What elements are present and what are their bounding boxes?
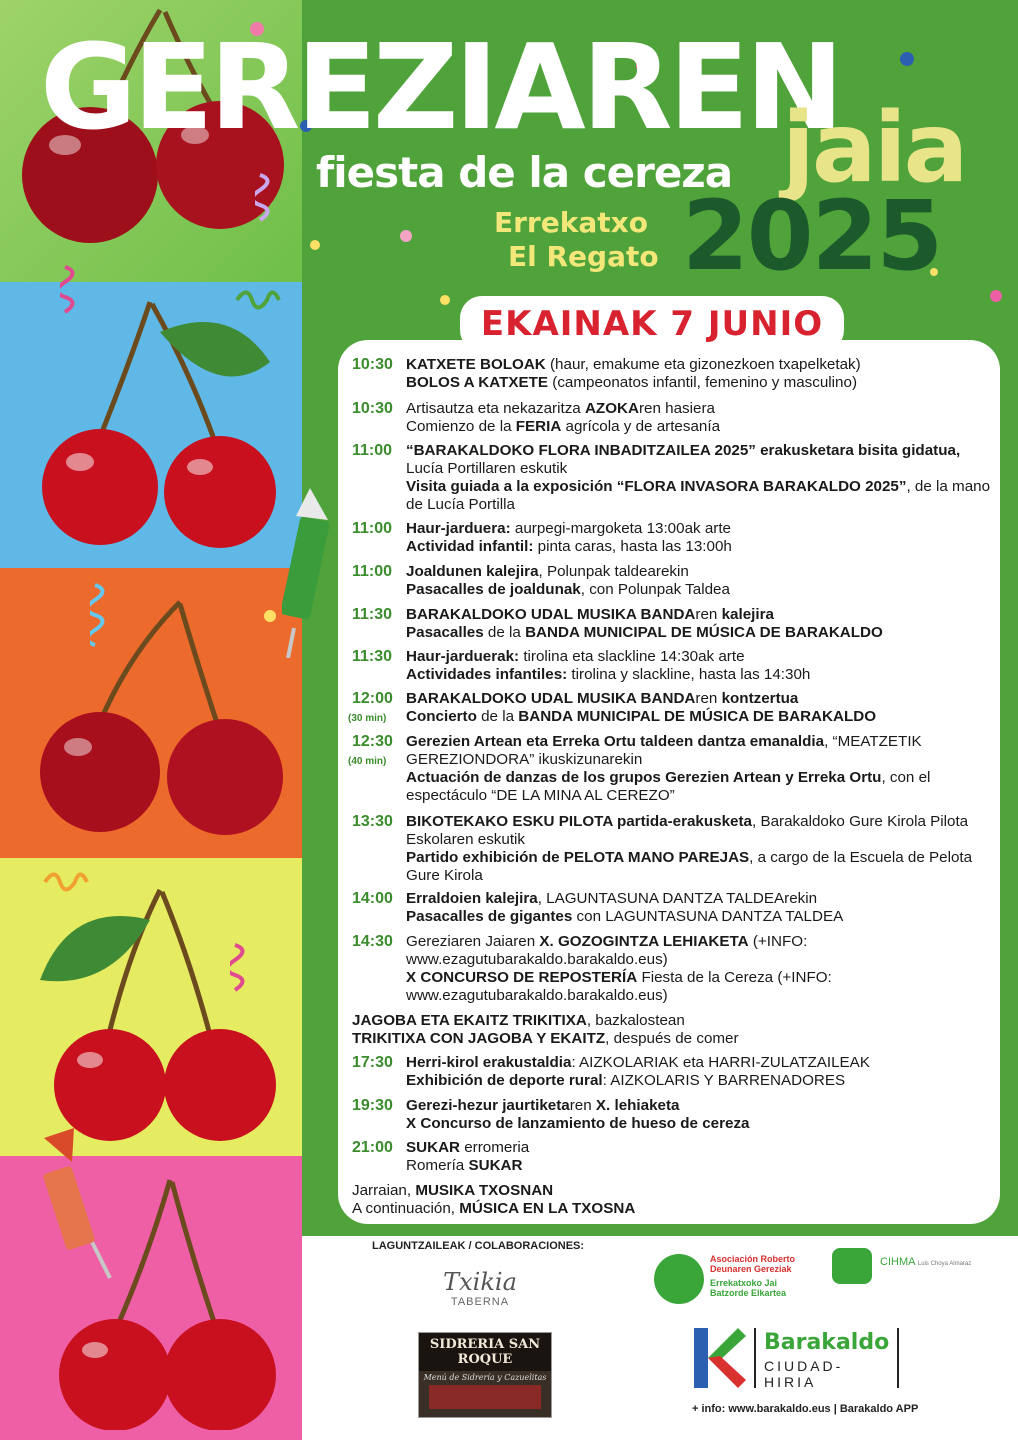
event-title: GEREZIAREN: [40, 18, 840, 156]
event-time: 12:30: [352, 733, 393, 750]
event-time: 12:00: [352, 690, 393, 707]
event-text: [406, 563, 992, 599]
event-text-spanish: Actuación de danzas de los grupos Gerezien Artean y Erreka Ortu, con el espectáculo “DE LA MINA AL CEREZO”: [406, 769, 931, 804]
confetti-dot: [264, 610, 276, 622]
event-text-spanish: X Concurso de lanzamiento de hueso de cereza: [406, 1115, 750, 1132]
event-text-basque: Haur-jarduerak: tirolina eta slackline 14:30ak arte: [406, 648, 745, 665]
cihma-sub: Luis Choya Almaraz: [917, 1261, 972, 1267]
cherry-illustration-3: [30, 592, 290, 852]
event-text: [406, 1054, 992, 1090]
schedule-event: [348, 733, 992, 805]
event-year: 2025: [682, 180, 942, 292]
schedule-event: [352, 400, 992, 436]
txikia-logo: [430, 1268, 530, 1308]
info-link[interactable]: + info: www.barakaldo.eus | Barakaldo APP: [692, 1403, 919, 1415]
event-text-spanish: Pasacalles de gigantes con LAGUNTASUNA DANTZA TALDEA: [406, 908, 844, 925]
event-text: [352, 1182, 992, 1218]
assoc-line-2: Deunaren Gereziak: [710, 1264, 792, 1274]
event-text-spanish: Pasacalles de la BANDA MUNICIPAL DE MÚSICA DE BARAKALDO: [406, 624, 883, 641]
event-text-basque: KATXETE BOLOAK (haur, emakume eta gizonezkoen txapelketak): [406, 356, 861, 373]
event-text-spanish: Concierto de la BANDA MUNICIPAL DE MÚSICA DE BARAKALDO: [406, 708, 877, 725]
association-emblem-icon: [654, 1254, 704, 1304]
assoc-line-3: Errekatxoko Jai: [710, 1278, 778, 1288]
event-time: 11:00: [352, 520, 393, 537]
streamer-icon: [60, 262, 100, 322]
event-text: [406, 606, 992, 642]
event-text-basque: Erraldoien kalejira, LAGUNTASUNA DANTZA TALDEArekin: [406, 890, 818, 907]
confetti-dot: [900, 52, 914, 66]
event-text-spanish: BOLOS A KATXETE (campeonatos infantil, femenino y masculino): [406, 374, 858, 391]
assoc-line-4: Batzorde Elkartea: [710, 1288, 787, 1298]
cherry-illustration-2: [30, 292, 290, 552]
event-text-basque: SUKAR erromeria: [406, 1139, 530, 1156]
event-text: [406, 690, 992, 726]
confetti-dot: [990, 290, 1002, 302]
event-text-spanish: Exhibición de deporte rural: AIZKOLARIS Y BARRENADORES: [406, 1072, 846, 1089]
rocket-icon: [34, 1128, 114, 1288]
event-text-spanish: Romería SUKAR: [406, 1157, 523, 1174]
schedule-event: [352, 520, 992, 556]
event-text: [406, 1097, 992, 1133]
schedule-event: [352, 1182, 992, 1218]
barakaldo-sub: CIUDAD-HIRIA: [764, 1358, 844, 1390]
event-text-spanish: X CONCURSO DE REPOSTERÍA Fiesta de la Cereza (+INFO: www.ezagutubarakaldo.barakaldo.eus): [406, 969, 832, 1004]
event-text-basque: Jarraian, MUSIKA TXOSNAN: [352, 1182, 554, 1199]
schedule-event: [352, 1139, 992, 1175]
schedule-event: [352, 563, 992, 599]
event-time: 11:30: [352, 648, 393, 665]
sidreria-sub: Menú de Sidrería y Cazuelitas: [423, 1373, 547, 1382]
event-text: [406, 648, 992, 684]
place-spanish: El Regato: [508, 240, 659, 273]
event-time: 10:30: [352, 400, 393, 417]
event-text-basque: Herri-kirol erakustaldia: AIZKOLARIAK eta HARRI-ZULATZAILEAK: [406, 1054, 870, 1071]
collab-label: LAGUNTZAILEAK / COLABORACIONES:: [372, 1240, 585, 1252]
event-text: [406, 1139, 992, 1175]
event-subtitle: fiesta de la cereza: [316, 148, 733, 197]
confetti-dot: [310, 240, 320, 250]
event-text-spanish: Actividades infantiles: tirolina y slackline, hasta las 14:30h: [406, 666, 811, 683]
event-time: 11:30: [352, 606, 393, 623]
cihma-emblem-icon: [832, 1248, 872, 1284]
streamer-icon: [255, 170, 295, 230]
event-text: [406, 356, 992, 392]
sidreria-logo: [418, 1332, 552, 1418]
event-time: 14:00: [352, 890, 393, 907]
txikia-name: Txikia: [443, 1268, 517, 1296]
event-time: 17:30: [352, 1054, 393, 1071]
streamer-icon: [90, 580, 130, 650]
event-time: 19:30: [352, 1097, 393, 1114]
barakaldo-k-icon: [694, 1328, 746, 1388]
place-basque: Errekatxo: [494, 206, 648, 239]
event-text-basque: Gerezien Artean eta Erreka Ortu taldeen dantza emanaldia, “MEATZETIK GEREZIONDORA” ikuskizunarekin: [406, 733, 922, 768]
event-text-basque: Artisautza eta nekazaritza AZOKAren hasiera: [406, 400, 715, 417]
event-text-spanish: Pasacalles de joaldunak, con Polunpak Taldea: [406, 581, 730, 598]
event-title-jaia: jaia: [782, 92, 966, 204]
event-text-basque: Gerezi-hezur jaurtiketaren X. lehiaketa: [406, 1097, 680, 1114]
event-text: [406, 890, 992, 926]
cihma-name: CIHMA: [880, 1256, 915, 1268]
schedule-event: [352, 890, 992, 926]
event-duration: (40 min): [348, 756, 387, 767]
event-time: 14:30: [352, 933, 393, 950]
streamer-icon: [232, 280, 282, 320]
event-duration: (30 min): [348, 713, 387, 724]
event-text-basque: “BARAKALDOKO FLORA INBADITZAILEA 2025” erakusketara bisita gidatua, Lucía Portillaren eskutik: [406, 442, 961, 477]
event-text: [406, 813, 992, 885]
event-text: [406, 400, 992, 436]
rocket-icon: [282, 488, 342, 658]
sidreria-name: SIDRERIA SAN ROQUE: [419, 1333, 551, 1371]
event-time: 11:00: [352, 563, 393, 580]
event-time: 10:30: [352, 356, 393, 373]
event-text-spanish: TRIKITIXA CON JAGOBA Y EKAITZ, después de comer: [352, 1030, 739, 1047]
event-text: [352, 1012, 992, 1048]
event-text-spanish: Actividad infantil: pinta caras, hasta las 13:00h: [406, 538, 732, 555]
schedule-event: [352, 356, 992, 392]
event-text: [406, 520, 992, 556]
date-tab: [460, 296, 844, 352]
streamer-icon: [230, 940, 270, 1000]
txikia-sub: TABERNA: [450, 1296, 510, 1308]
event-text-basque: BARAKALDOKO UDAL MUSIKA BANDAren kontzertua: [406, 690, 799, 707]
barakaldo-logo: [694, 1328, 890, 1392]
event-date: EKAINAK 7 JUNIO: [480, 304, 824, 344]
event-text: [406, 442, 992, 514]
event-text-spanish: Comienzo de la FERIA agrícola y de artesanía: [406, 418, 721, 435]
assoc-line-1: Asociación Roberto: [710, 1254, 796, 1264]
event-time: 11:00: [352, 442, 393, 459]
streamer-icon: [40, 862, 90, 902]
event-text: [406, 733, 992, 805]
event-time: 13:30: [352, 813, 393, 830]
barakaldo-wordmark: [754, 1328, 899, 1388]
schedule-event: [352, 1097, 992, 1133]
schedule-event: [352, 1054, 992, 1090]
event-text-basque: BIKOTEKAKO ESKU PILOTA partida-erakusketa, Barakaldoko Gure Kirola Pilota Eskolaren eskutik: [406, 813, 969, 848]
event-text-basque: BARAKALDOKO UDAL MUSIKA BANDAren kalejira: [406, 606, 774, 623]
schedule-event: [352, 1012, 992, 1048]
event-text-spanish: Visita guiada a la exposición “FLORA INVASORA BARAKALDO 2025”, de la mano de Lucía Portilla: [406, 478, 991, 513]
barakaldo-name: Barakaldo: [764, 1330, 890, 1355]
event-text-spanish: Partido exhibición de PELOTA MANO PAREJAS, a cargo de la Escuela de Pelota Gure Kirola: [406, 849, 973, 884]
schedule-event: [352, 442, 992, 514]
event-text-basque: Joaldunen kalejira, Polunpak taldearekin: [406, 563, 689, 580]
event-text-spanish: A continuación, MÚSICA EN LA TXOSNA: [352, 1200, 636, 1217]
schedule-event: [352, 933, 992, 1005]
event-text: [406, 933, 992, 1005]
cherry-illustration-4: [30, 880, 290, 1150]
schedule-event: [352, 606, 992, 642]
schedule-event: [352, 648, 992, 684]
confetti-dot: [440, 295, 450, 305]
schedule-event: [352, 813, 992, 885]
schedule-event: [348, 690, 992, 726]
event-text-basque: Gereziaren Jaiaren X. GOZOGINTZA LEHIAKETA (+INFO: www.ezagutubarakaldo.barakaldo.eus): [406, 933, 808, 968]
sidreria-awning: [429, 1385, 541, 1409]
event-text-basque: Haur-jarduera: aurpegi-margoketa 13:00ak arte: [406, 520, 732, 537]
event-text-basque: JAGOBA ETA EKAITZ TRIKITIXA, bazkalostean: [352, 1012, 685, 1029]
event-time: 21:00: [352, 1139, 393, 1156]
confetti-dot: [400, 230, 412, 242]
